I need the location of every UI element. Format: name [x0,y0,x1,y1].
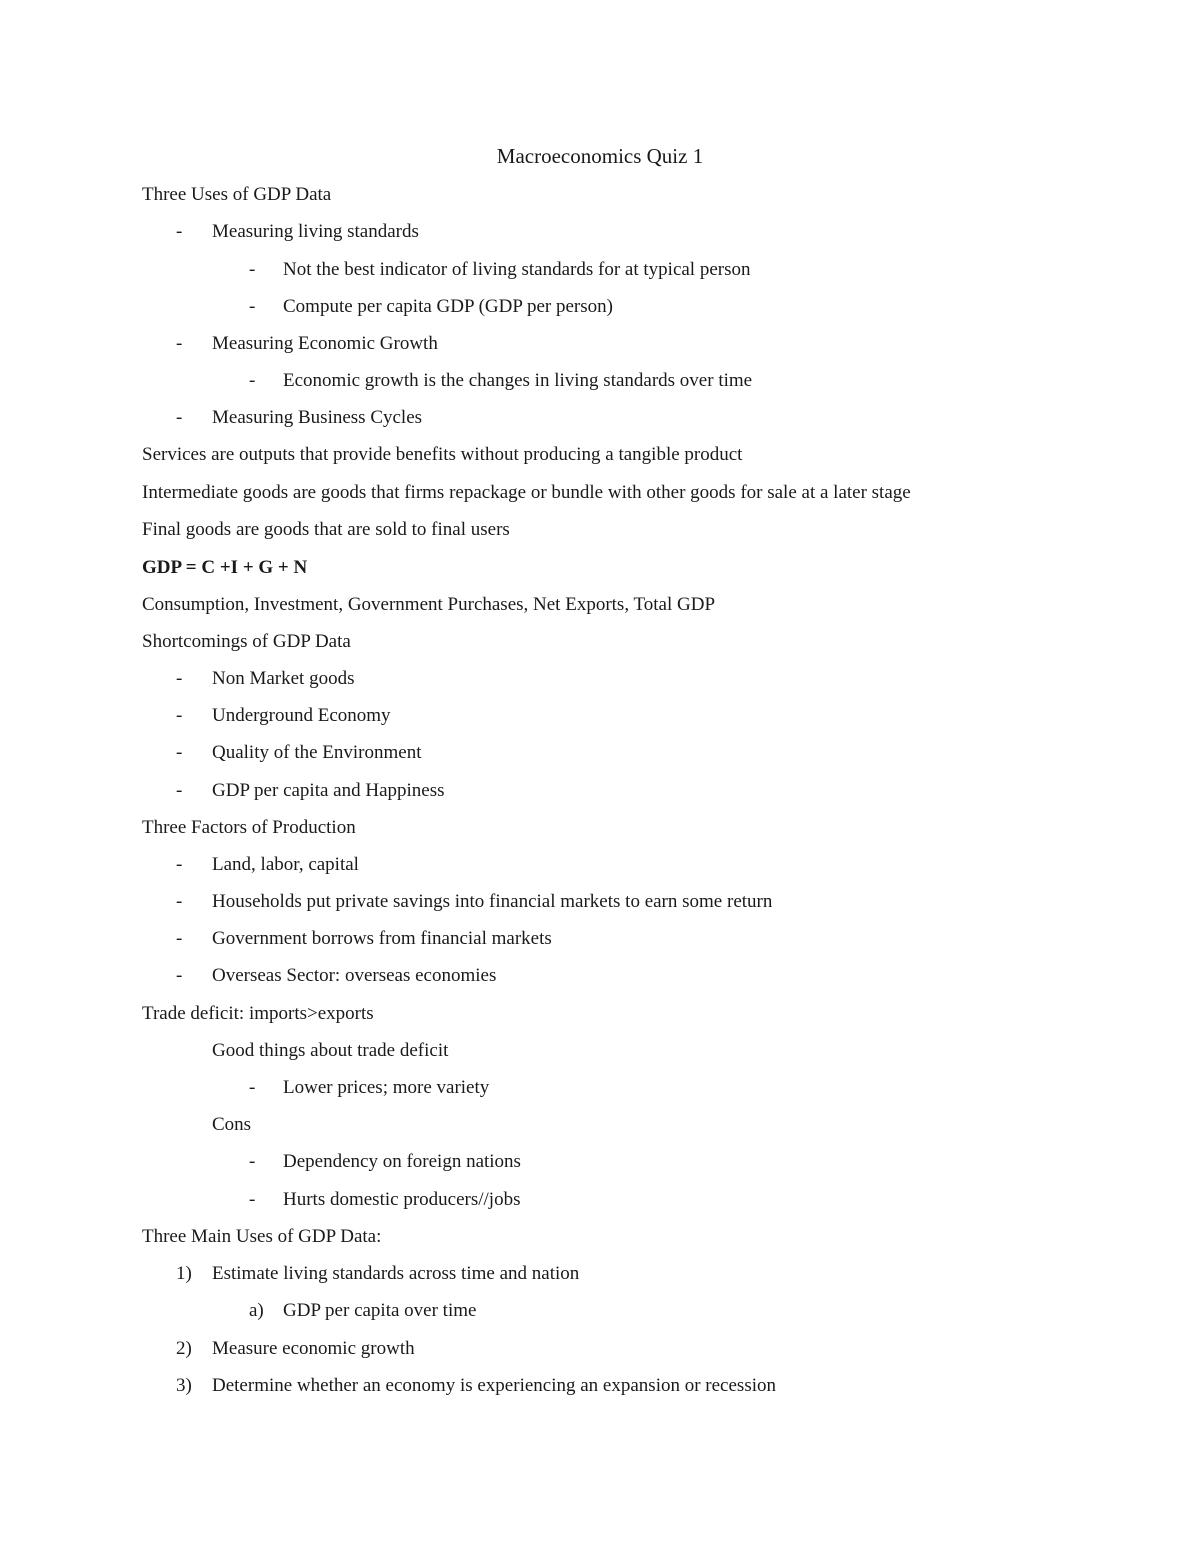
paragraph: Intermediate goods are goods that firms repackage or bundle with other goods for sale at a later stage [142,482,911,503]
paragraph: Consumption, Investment, Government Purchases, Net Exports, Total GDP [142,594,716,615]
sub-heading: Cons [212,1114,252,1135]
number-marker: 2) [176,1338,192,1359]
sub-heading: Good things about trade deficit [212,1040,449,1061]
list-item: Measuring Economic Growth [212,333,438,354]
section-heading: Trade deficit: imports>exports [142,1003,374,1024]
bullet-marker: - [249,259,256,280]
bullet-marker: - [176,407,183,428]
bullet-marker: - [249,1151,256,1172]
letter-marker: a) [249,1300,264,1321]
section-heading: Three Main Uses of GDP Data: [142,1226,382,1247]
list-item: Quality of the Environment [212,742,422,763]
number-marker: 1) [176,1263,192,1284]
list-item: Measure economic growth [212,1338,415,1359]
list-item: GDP per capita and Happiness [212,780,445,801]
list-item: Economic growth is the changes in living standards over time [283,370,753,391]
bullet-marker: - [249,296,256,317]
bullet-marker: - [176,854,183,875]
bullet-marker: - [176,780,183,801]
list-item: Compute per capita GDP (GDP per person) [283,296,613,317]
list-item: Overseas Sector: overseas economies [212,965,497,986]
list-item: Determine whether an economy is experiencing an expansion or recession [212,1375,776,1396]
bullet-marker: - [249,1077,256,1098]
number-marker: 3) [176,1375,192,1396]
section-heading: Shortcomings of GDP Data [142,631,351,652]
formula: GDP = C +I + G + N [142,557,308,578]
list-item: GDP per capita over time [283,1300,477,1321]
list-item: Land, labor, capital [212,854,359,875]
bullet-marker: - [176,221,183,242]
section-heading: Three Factors of Production [142,817,356,838]
bullet-marker: - [176,891,183,912]
bullet-marker: - [249,1189,256,1210]
paragraph: Services are outputs that provide benefits without producing a tangible product [142,444,743,465]
paragraph: Final goods are goods that are sold to final users [142,519,510,540]
list-item: Households put private savings into financial markets to earn some return [212,891,773,912]
list-item: Non Market goods [212,668,355,689]
list-item: Not the best indicator of living standards for at typical person [283,259,751,280]
bullet-marker: - [176,928,183,949]
bullet-marker: - [176,668,183,689]
list-item: Measuring Business Cycles [212,407,423,428]
list-item: Lower prices; more variety [283,1077,490,1098]
bullet-marker: - [249,370,256,391]
section-heading: Three Uses of GDP Data [142,184,332,205]
bullet-marker: - [176,742,183,763]
list-item: Measuring living standards [212,221,419,242]
list-item: Estimate living standards across time and nation [212,1263,580,1284]
bullet-marker: - [176,705,183,726]
bullet-marker: - [176,965,183,986]
document-title: Macroeconomics Quiz 1 [496,144,704,168]
list-item: Hurts domestic producers//jobs [283,1189,521,1210]
list-item: Underground Economy [212,705,391,726]
bullet-marker: - [176,333,183,354]
list-item: Government borrows from financial markets [212,928,552,949]
list-item: Dependency on foreign nations [283,1151,521,1172]
